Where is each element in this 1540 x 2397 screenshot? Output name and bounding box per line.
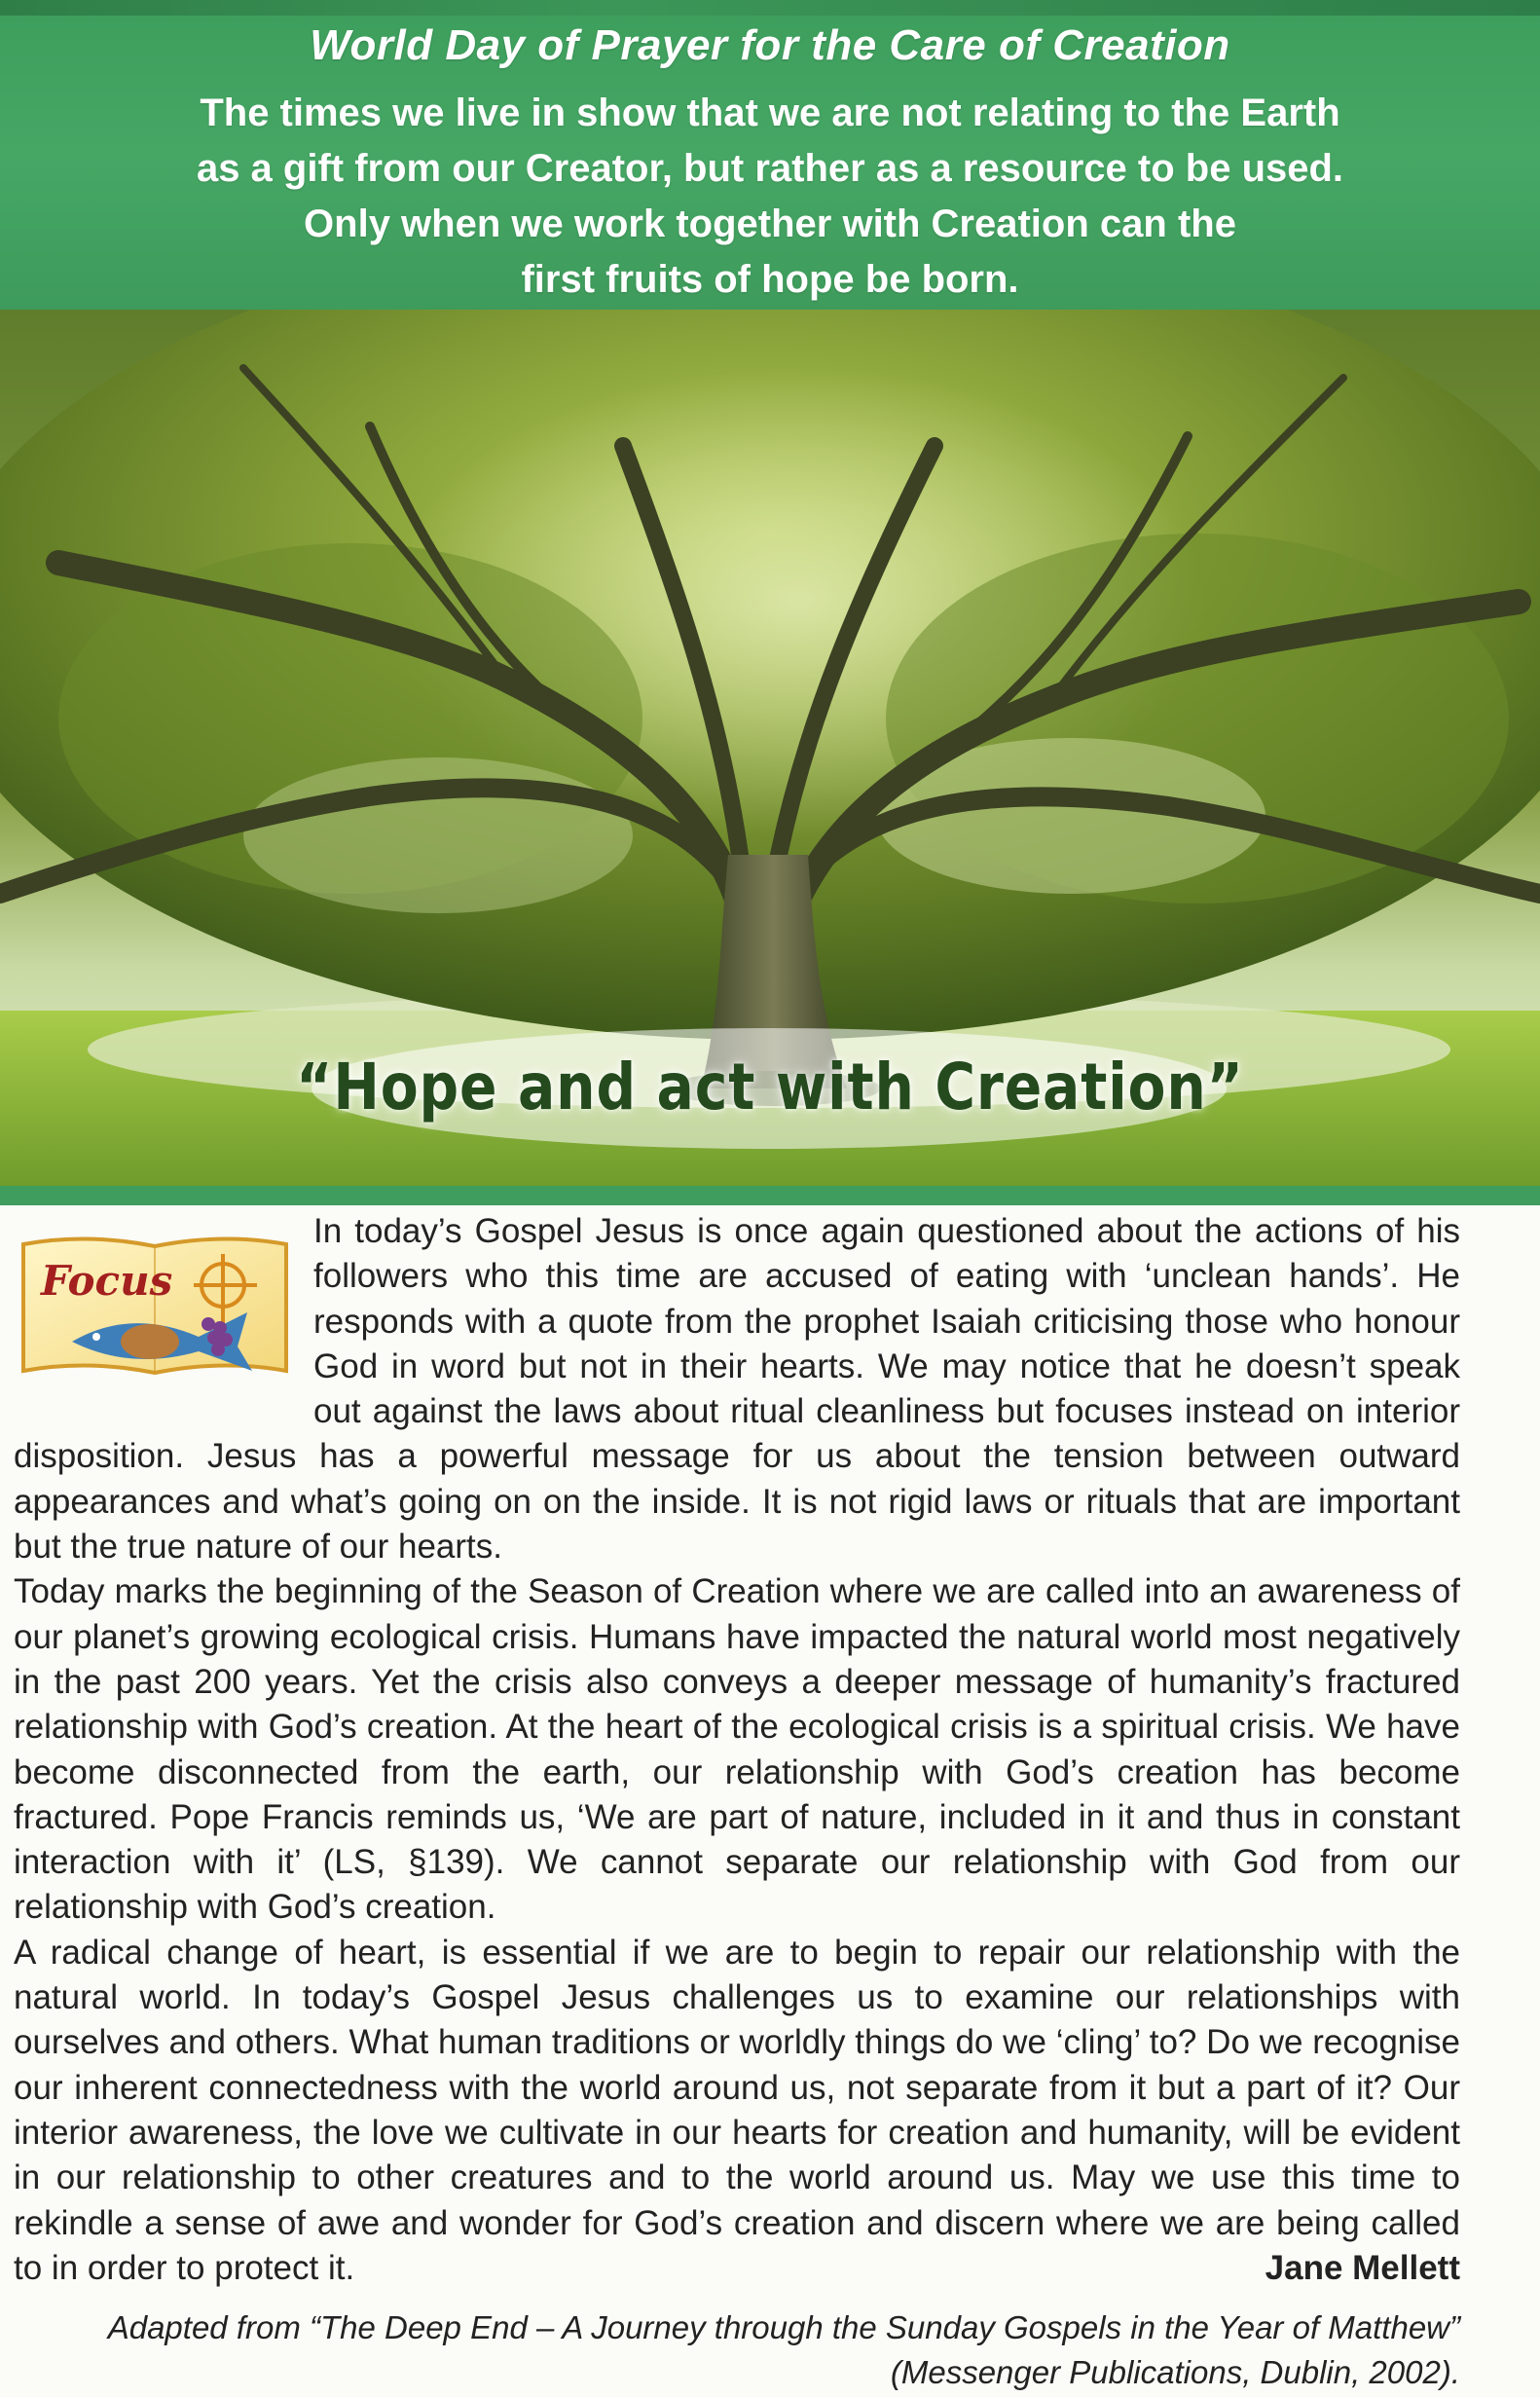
focus-logo-label: Focus xyxy=(41,1257,173,1305)
paragraph xyxy=(14,1931,1460,2291)
source-line: (Messenger Publications, Dublin, 2002). xyxy=(890,2354,1460,2390)
logo-spacer xyxy=(14,1209,313,1425)
author-name: Jane Mellett xyxy=(1265,2248,1460,2287)
header-top-strip xyxy=(0,0,1540,16)
divider-band xyxy=(0,1186,1540,1205)
header-title: World Day of Prayer for the Care of Creation xyxy=(310,21,1230,69)
paragraph: Today marks the beginning of the Season of Creation where we are called into an awareness of our planet’s growing ecological crisis. Humans have impacted the natural world most negatively in the past 200 years. Yet the crisis also conveys a deeper message of humanity’s fractured relationship with God’s creation. At the heart of the ecological crisis is a spiritual crisis. We have become disconnected from the earth, our relationship with God’s creation has become fractured. Pope Francis reminds us, ‘We are part of nature, included in it and thus in constant interaction with it’ (LS, §139). We cannot separate our relationship with God from our relationship with God’s creation. xyxy=(14,1572,1460,1927)
tree-photo xyxy=(0,310,1540,1186)
source-citation xyxy=(97,2305,1460,2395)
paragraph: In today’s Gospel Jesus is once again questioned about the actions of his followers who this time are accused of eating with ‘unclean hands’. He responds with a quote from the prophet Isaiah criticising those who honour God in word but not in their hearts. We may notice that he doesn’t speak out against the laws about ritual cleanliness but focuses instead on interior disposition. Jesus has a powerful message for us about the tension between outward appearances and what’s going on on the inside. It is not rigid laws or rituals that are important but the true nature of our hearts. xyxy=(14,1212,1460,1567)
header-line: first fruits of hope be born. xyxy=(521,258,1019,301)
paragraph-text: A radical change of heart, is essential if we are to begin to repair our relationship with the natural world. In today’s Gospel Jesus challenges us to examine our relationships with ourselves and others. What human traditions or worldly things do we ‘cling’ to? Do we recognise our inherent connectedness with the world around us, not separate from it but a part of it? Our interior awareness, the love we cultivate in our hearts for creation and humanity, will be evident in our relationship to other creatures and to the world around us. May we use this time to rekindle a sense of awe and wonder for God’s creation and discern where we are being called to in order to protect it. xyxy=(14,1933,1460,2287)
photo-caption: “Hope and act with Creation” xyxy=(296,1050,1244,1125)
header-line: as a gift from our Creator, but rather as a resource to be used. xyxy=(196,147,1344,190)
article-body xyxy=(14,1209,1460,2291)
header-banner xyxy=(0,0,1540,310)
header-line: Only when we work together with Creation can the xyxy=(304,203,1236,245)
source-line: Adapted from “The Deep End – A Journey through the Sunday Gospels in the Year of Matthew” xyxy=(107,2309,1460,2345)
header-line: The times we live in show that we are not relating to the Earth xyxy=(200,92,1340,134)
header-text xyxy=(58,86,1482,308)
